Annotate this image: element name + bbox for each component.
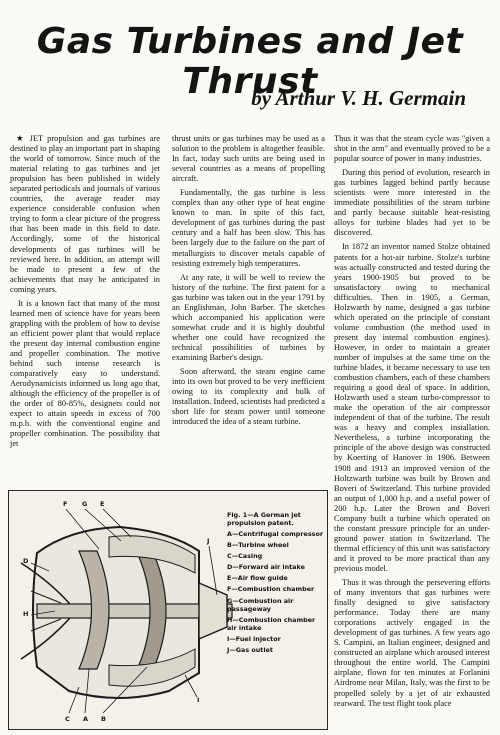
paragraph: Thus it was that the steam cycle was "given a shot in the arm" and eventually proved to be a popular source of power in many industries.	[334, 134, 490, 164]
figure-label-i: I	[197, 696, 200, 704]
paragraph: Fundamentally, the gas turbine is less complex than any other type of heat engine known to man. In spite of this fact, development of gas turbines during the past century and a half has been slow. This has been largely due to the failure on the part of metallurgists to discover metals capable of resisting extremely high temperatures.	[172, 188, 325, 268]
legend-item: B—Turbine wheel	[227, 541, 289, 550]
paragraph: During this period of evolution, research in gas turbines lagged behind partly because scientists were more interested in the immediate possibilities of the steam turbine and partly because suitable heat-resisting alloys for turbine blades had yet to be discovered.	[334, 168, 490, 238]
figure-label-a: A	[83, 715, 89, 723]
figure-label-f: F	[63, 500, 68, 508]
paragraph: Soon afterward, the steam engine came into its own but proved to be very inefficient owing to its complexity and bulk of installation. Indeed, scientists had predicted a short life for steam power until someone introduced the idea of a steam turbine.	[172, 367, 325, 427]
figure-label-c: C	[65, 715, 70, 723]
patent-figure	[8, 490, 328, 730]
caption-title: Fig. 1—A German jet propulsion patent.	[227, 511, 301, 527]
figure-label-b: B	[101, 715, 106, 723]
article-title: Gas Turbines and Jet Thrust	[36, 21, 464, 102]
legend-item: F—Combustion chamber	[227, 585, 315, 594]
figure-caption	[227, 511, 323, 657]
legend-item: I—Fuel injector	[227, 634, 281, 643]
legend-item: H—Combustion chamber air intake	[227, 615, 316, 632]
paragraph: Thus it was through the persevering efforts of many inventors that gas turbines were finally designed to give satisfactory performance. Today there are many corporations actively engaged in the development of gas turbines. A few years ago S. Campini, an Italian engineer, designed and constructed an airplane which aroused interest throughout the entire world. The Campini airplane, flown for ten minutes at Forlanini Airdrome near Milan, Italy, was the first to be propelled solely by a jet of air exhausted rearward. The test flight took place	[334, 578, 490, 708]
legend-item: D—Forward air intake	[227, 563, 305, 572]
text-column-3	[334, 134, 490, 713]
paragraph: At any rate, it will be well to review the history of the turbine. The first patent for a gas turbine was taken out in the year 1791 by an Englishman, John Barber. The sketches which accompanied his application were somewhat crude and it is highly doubtful whether one could have recognized the technical possibilities of turbines by examining Barber's design.	[172, 272, 325, 362]
figure-label-h: H	[23, 610, 29, 618]
text-column-2	[172, 134, 325, 431]
figure-label-e: E	[100, 500, 105, 508]
article-byline: by Arthur V. H. Germain	[251, 86, 466, 110]
legend-item: J—Gas outlet	[227, 645, 273, 654]
legend-item: A—Centrifugal compressor	[227, 530, 323, 538]
paragraph: It is a known fact that many of the most learned men of science have for years been grappling with the problem of how to devise an efficient power plant that would replace the present day internal combustion engine and propeller combination. The motive behind such intense research is comparatively easy to understand. Aerodynamicists informed us long ago that, although the efficiency of the propeller is of the order of 80-85%, designers could not expect to attain speeds in excess of 700 m.p.h. with the conventional engine and propeller combination. The possibility that jet	[10, 298, 160, 449]
figure-label-j: J	[207, 537, 210, 545]
legend-item: C—Casing	[227, 552, 263, 561]
figure-label-d: D	[23, 557, 29, 565]
paragraph: In 1872 an inventor named Stolze obtained patents for a hot-air turbine. Stolze's turbine was actually constructed and tested during the years 1900-1905 but proved to be unsatisfactory owing to mechanical difficulties. Then in 1905, a German, Holzwarth by name, designed a gas turbine which operated on the principle of constant volume combustion (the method used in present day internal combustion engines). However, in order to maintain a greater number of impulses at the same time on the turbine blades, it became necessary to use ten combustion chambers, each of these chambers requiring a good deal of space. In addition, Holzwarth used a steam turbo-compressor to make the operation of the air compressor independent of that of the turbine. The result was a heavy and complex installation. Nevertheless, a turbine incorporating the principle of the above design was constructed by Koerting of Hanover in 1906. Between 1908 and 1913 an improved version of the Holtzwarth turbine was built by Brown and Boveri of Switzerland. This turbine provided an output of 1,000 h.p. and a useful power of 200 h.p. Later the Brown and Boveri Company built a turbine which operated on the constant pressure principle for an under-ground power station in Switzerland. The thermal efficiency of this unit was satisfactory and it proved to be more practical than any previous model.	[334, 242, 490, 573]
figure-label-g: G	[82, 500, 88, 508]
text-column-1	[10, 134, 160, 453]
gas-outlet-shape	[199, 583, 227, 639]
paragraph: ★ JET propulsion and gas turbines are destined to play an important part in shaping the world of tomorrow. Since much of the material relating to gas turbines and jet propulsion has been published in widely separated periodicals and journals of various countries, the average reader may experience considerable confusion when trying to form a clear picture of the progress that has been made in this field to date. Accordingly, some of the historical developments of gas turbines will be reviewed here. In addition, an attempt will be made to present a few of the achievements that may be anticipated in coming years.	[10, 134, 160, 294]
legend-item: G—Combustion air passageway	[227, 596, 294, 613]
paragraph: thrust units or gas turbines may be used as a solution to the problem is altogether feasible. In fact, today such units are being used in several countries as a means of propelling aircraft.	[172, 134, 325, 184]
legend-item: E—Air flow guide	[227, 574, 288, 583]
